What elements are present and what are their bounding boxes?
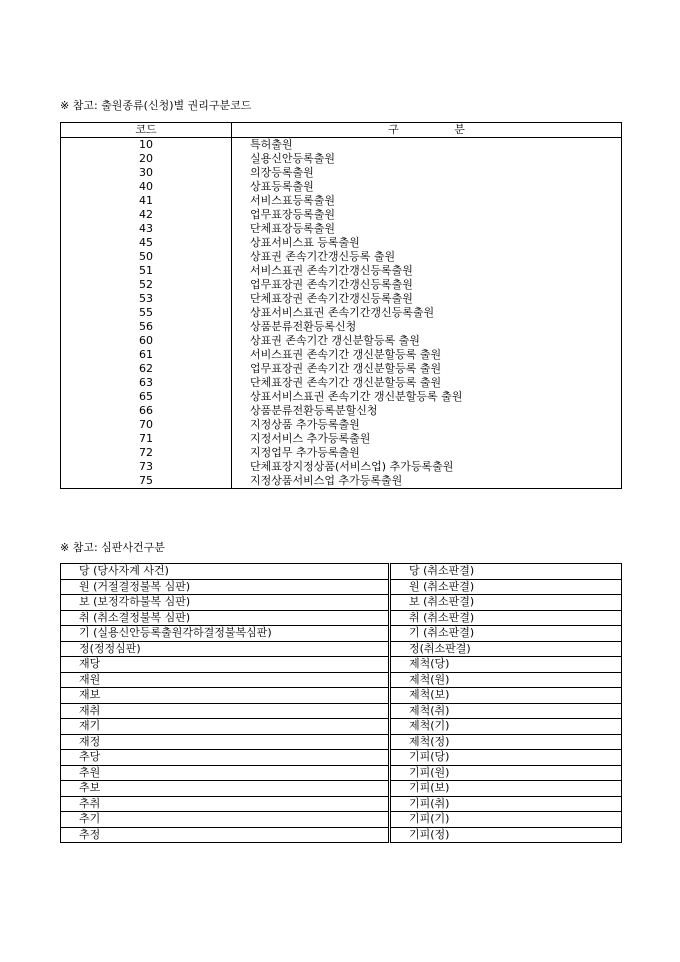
description-cell: 단체표장권 존속기간갱신등록출원 (232, 292, 622, 306)
description-cell: 지정업무 추가등록출원 (232, 446, 622, 460)
description-cell: 업무표장권 존속기간 갱신분할등록 출원 (232, 362, 622, 376)
case-type-alt-cell: 제척(취) (390, 703, 622, 719)
code-cell: 60 (61, 334, 232, 348)
table-row (61, 250, 622, 264)
table-row (61, 579, 622, 595)
table-row (61, 796, 622, 812)
case-type-alt-cell: 기피(당) (390, 750, 622, 766)
table-row (61, 390, 622, 404)
table-row (61, 320, 622, 334)
table-row (61, 765, 622, 781)
case-type-cell: 정(정정심판) (61, 641, 390, 657)
case-type-cell: 재취 (61, 703, 390, 719)
case-type-cell: 추취 (61, 796, 390, 812)
code-cell: 72 (61, 446, 232, 460)
case-type-cell: 재기 (61, 719, 390, 735)
code-cell: 10 (61, 138, 232, 153)
section-heading-trial-types: ※ 참고: 심판사건구분 (60, 541, 165, 554)
code-cell: 45 (61, 236, 232, 250)
table-row (61, 719, 622, 735)
code-cell: 65 (61, 390, 232, 404)
description-cell: 지정상품 추가등록출원 (232, 418, 622, 432)
code-cell: 52 (61, 278, 232, 292)
table-row (61, 194, 622, 208)
code-cell: 66 (61, 404, 232, 418)
table-row (61, 236, 622, 250)
right-code-table (60, 122, 622, 489)
code-cell: 51 (61, 264, 232, 278)
description-cell: 업무표장등록출원 (232, 208, 622, 222)
code-cell: 41 (61, 194, 232, 208)
table-row (61, 152, 622, 166)
case-type-cell: 기 (실용신안등록출원각하결정불복심판) (61, 626, 390, 642)
code-cell: 43 (61, 222, 232, 236)
table-row (61, 750, 622, 766)
case-type-cell: 재보 (61, 688, 390, 704)
table-row (61, 734, 622, 750)
code-cell: 53 (61, 292, 232, 306)
description-cell: 상표등록출원 (232, 180, 622, 194)
table-row (61, 292, 622, 306)
description-cell: 상품분류전환등록분할신청 (232, 404, 622, 418)
code-cell: 42 (61, 208, 232, 222)
table-row (61, 474, 622, 489)
case-type-cell: 추정 (61, 827, 390, 843)
description-cell: 상표서비스표권 존속기간갱신등록출원 (232, 306, 622, 320)
code-cell: 71 (61, 432, 232, 446)
table-row (61, 404, 622, 418)
table-row (61, 688, 622, 704)
code-cell: 75 (61, 474, 232, 489)
table-row (61, 595, 622, 611)
case-type-alt-cell: 취 (취소판결) (390, 610, 622, 626)
description-cell: 서비스표권 존속기간 갱신분할등록 출원 (232, 348, 622, 362)
table-row (61, 657, 622, 673)
table-row (61, 264, 622, 278)
table-row (61, 827, 622, 843)
description-cell: 특허출원 (232, 138, 622, 153)
description-cell: 지정서비스 추가등록출원 (232, 432, 622, 446)
code-cell: 63 (61, 376, 232, 390)
case-type-alt-cell: 기피(취) (390, 796, 622, 812)
code-cell: 73 (61, 460, 232, 474)
description-cell: 상표서비스표권 존속기간 갱신분할등록 출원 (232, 390, 622, 404)
description-cell: 상표권 존속기간 갱신분할등록 출원 (232, 334, 622, 348)
case-type-cell: 추기 (61, 812, 390, 828)
case-type-alt-cell: 보 (취소판결) (390, 595, 622, 611)
case-type-cell: 당 (당사자계 사건) (61, 564, 390, 580)
case-type-alt-cell: 기피(정) (390, 827, 622, 843)
table-row (61, 641, 622, 657)
table-row (61, 564, 622, 580)
case-type-cell: 보 (보정각하불복 심판) (61, 595, 390, 611)
case-type-cell: 추원 (61, 765, 390, 781)
code-cell: 30 (61, 166, 232, 180)
table-row (61, 446, 622, 460)
header-desc: 구 분 (232, 123, 622, 138)
case-type-cell: 재당 (61, 657, 390, 673)
case-type-cell: 원 (거절결정불복 심판) (61, 579, 390, 595)
description-cell: 단체표장등록출원 (232, 222, 622, 236)
case-type-alt-cell: 기피(보) (390, 781, 622, 797)
table-row (61, 418, 622, 432)
case-type-alt-cell: 제척(기) (390, 719, 622, 735)
table-row (61, 432, 622, 446)
header-code: 코드 (61, 123, 232, 138)
case-type-alt-cell: 제척(정) (390, 734, 622, 750)
case-type-alt-cell: 정(취소판결) (390, 641, 622, 657)
description-cell: 상품분류전환등록신청 (232, 320, 622, 334)
code-cell: 20 (61, 152, 232, 166)
code-cell: 55 (61, 306, 232, 320)
table-row (61, 222, 622, 236)
code-cell: 56 (61, 320, 232, 334)
trial-case-table (60, 563, 622, 843)
table-row (61, 278, 622, 292)
case-type-cell: 취 (취소결정불복 심판) (61, 610, 390, 626)
code-cell: 40 (61, 180, 232, 194)
description-cell: 상표권 존속기간갱신등록 출원 (232, 250, 622, 264)
case-type-alt-cell: 당 (취소판결) (390, 564, 622, 580)
table-row (61, 334, 622, 348)
section-heading-right-codes: ※ 참고: 출원종류(신청)별 권리구분코드 (60, 99, 252, 112)
description-cell: 단체표장지정상품(서비스업) 추가등록출원 (232, 460, 622, 474)
table-row (61, 362, 622, 376)
table-header-row (61, 123, 622, 138)
table-row (61, 376, 622, 390)
case-type-alt-cell: 기피(원) (390, 765, 622, 781)
case-type-alt-cell: 제척(원) (390, 672, 622, 688)
code-cell: 61 (61, 348, 232, 362)
table-row (61, 781, 622, 797)
description-cell: 단체표장권 존속기간 갱신분할등록 출원 (232, 376, 622, 390)
description-cell: 업무표장권 존속기간갱신등록출원 (232, 278, 622, 292)
case-type-cell: 재정 (61, 734, 390, 750)
table-row (61, 138, 622, 153)
description-cell: 서비스표권 존속기간갱신등록출원 (232, 264, 622, 278)
table-row (61, 672, 622, 688)
case-type-alt-cell: 제척(보) (390, 688, 622, 704)
table-row (61, 180, 622, 194)
table-row (61, 208, 622, 222)
case-type-alt-cell: 기피(기) (390, 812, 622, 828)
description-cell: 의장등록출원 (232, 166, 622, 180)
table-row (61, 626, 622, 642)
code-cell: 62 (61, 362, 232, 376)
description-cell: 상표서비스표 등록출원 (232, 236, 622, 250)
case-type-alt-cell: 기 (취소판결) (390, 626, 622, 642)
case-type-cell: 재원 (61, 672, 390, 688)
case-type-alt-cell: 제척(당) (390, 657, 622, 673)
case-type-alt-cell: 원 (취소판결) (390, 579, 622, 595)
table-row (61, 306, 622, 320)
table-row (61, 812, 622, 828)
case-type-cell: 추보 (61, 781, 390, 797)
description-cell: 실용신안등록출원 (232, 152, 622, 166)
table-row (61, 348, 622, 362)
table-row (61, 703, 622, 719)
table-row (61, 166, 622, 180)
code-cell: 70 (61, 418, 232, 432)
table-row (61, 610, 622, 626)
code-cell: 50 (61, 250, 232, 264)
description-cell: 서비스표등록출원 (232, 194, 622, 208)
description-cell: 지정상품서비스업 추가등록출원 (232, 474, 622, 489)
case-type-cell: 추당 (61, 750, 390, 766)
table-row (61, 460, 622, 474)
